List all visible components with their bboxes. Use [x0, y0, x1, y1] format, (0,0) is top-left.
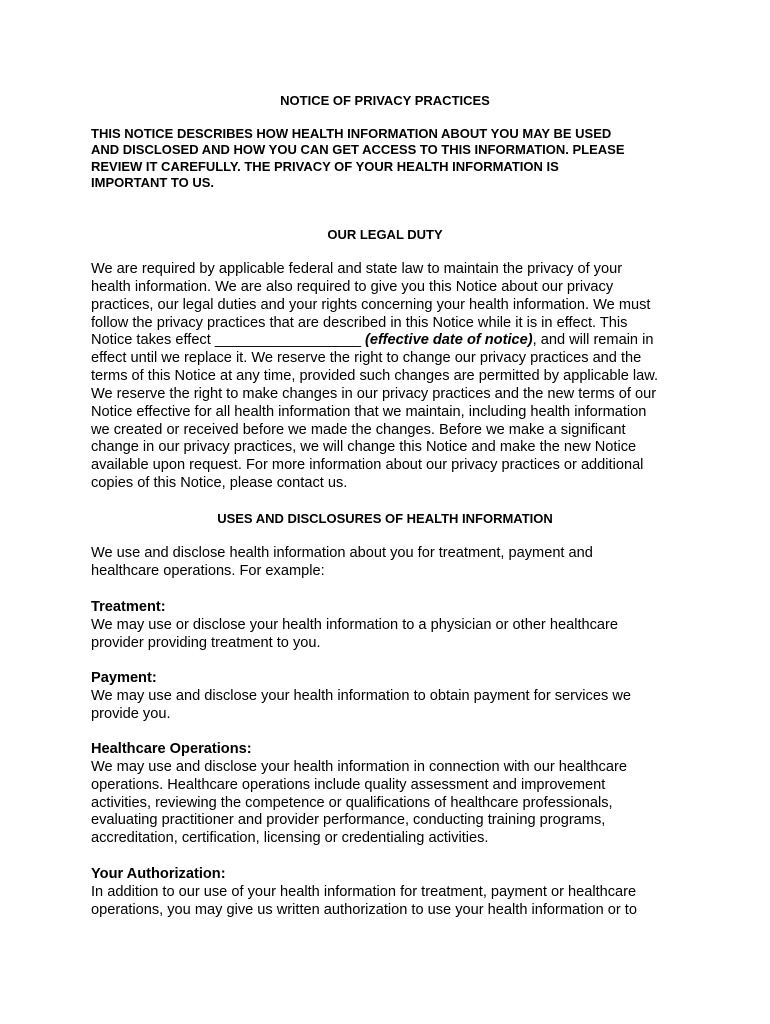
- healthcare-operations-section: [91, 741, 691, 848]
- paragraph-line: practices, our legal duties and your rights concerning your health information. We must: [91, 296, 651, 313]
- paragraph-line: accreditation, certification, licensing or credentialing activities.: [91, 830, 489, 847]
- paragraph-line: available upon request. For more information about our privacy practices or additional: [91, 457, 644, 474]
- paragraph-line: operations, you may give us written authorization to use your health information or to: [91, 901, 637, 918]
- payment-section: [91, 670, 691, 724]
- uses-disclosures-heading: USES AND DISCLOSURES OF HEALTH INFORMATION: [217, 511, 553, 526]
- paragraph-line: operations. Healthcare operations include quality assessment and improvement: [91, 776, 606, 793]
- effect-prefix: Notice takes effect: [91, 332, 215, 349]
- document-title: NOTICE OF PRIVACY PRACTICES: [280, 93, 490, 108]
- intro-line: IMPORTANT TO US.: [91, 175, 215, 191]
- paragraph-line: effect until we replace it. We reserve the right to change our privacy practices and the: [91, 350, 642, 367]
- paragraph-line: activities, reviewing the competence or qualifications of healthcare professionals,: [91, 794, 613, 811]
- paragraph-line: provider providing treatment to you.: [91, 634, 321, 651]
- paragraph-line: We use and disclose health information about you for treatment, payment and: [91, 545, 593, 561]
- paragraph-line: We reserve the right to make changes in our privacy practices and the new terms of our: [91, 385, 657, 402]
- paragraph-line: terms of this Notice at any time, provided such changes are permitted by applicable law.: [91, 368, 659, 385]
- payment-heading: Payment:: [91, 670, 157, 686]
- authorization-heading: Your Authorization:: [91, 866, 226, 882]
- paragraph-line: Notice effective for all health information that we maintain, including health information: [91, 403, 647, 420]
- intro-line: THIS NOTICE DESCRIBES HOW HEALTH INFORMATION ABOUT YOU MAY BE USED: [91, 126, 612, 141]
- legal-duty-heading: OUR LEGAL DUTY: [327, 227, 443, 242]
- intro-line: AND DISCLOSED AND HOW YOU CAN GET ACCESS TO THIS INFORMATION. PLEASE: [91, 142, 625, 158]
- paragraph-line: healthcare operations. For example:: [91, 562, 325, 579]
- paragraph-line: provide you.: [91, 705, 171, 722]
- legal-duty-paragraph: [91, 261, 691, 493]
- paragraph-line: We may use or disclose your health information to a physician or other healthcare: [91, 616, 618, 633]
- effective-date-label: (effective date of notice): [365, 332, 533, 349]
- treatment-heading: Treatment:: [91, 599, 166, 615]
- intro-notice: [91, 126, 691, 192]
- uses-paragraph: [91, 545, 691, 581]
- paragraph-line: health information. We are also required to give you this Notice about our privacy: [91, 278, 614, 295]
- paragraph-line: change in our privacy practices, we will change this Notice and make the new Notice: [91, 439, 637, 456]
- effect-suffix: , and will remain in: [532, 332, 654, 349]
- paragraph-line: we created or received before we made the changes. Before we make a significant: [91, 421, 626, 438]
- paragraph-line: In addition to our use of your health information for treatment, payment or healthcare: [91, 883, 637, 900]
- paragraph-line: follow the privacy practices that are described in this Notice while it is in effect. This: [91, 314, 628, 331]
- effective-date-blank: __________________: [214, 332, 361, 349]
- effective-date-line: [91, 332, 691, 350]
- intro-line: REVIEW IT CAREFULLY. THE PRIVACY OF YOUR HEALTH INFORMATION IS: [91, 158, 559, 174]
- paragraph-line: We are required by applicable federal and state law to maintain the privacy of your: [91, 261, 623, 277]
- authorization-section: [91, 866, 691, 920]
- paragraph-line: We may use and disclose your health information in connection with our healthcare: [91, 758, 627, 775]
- treatment-section: [91, 599, 691, 653]
- paragraph-line: We may use and disclose your health information to obtain payment for services we: [91, 687, 631, 704]
- paragraph-line: copies of this Notice, please contact us.: [91, 475, 348, 492]
- healthcare-operations-heading: Healthcare Operations:: [91, 741, 252, 757]
- paragraph-line: evaluating practitioner and provider performance, conducting training programs,: [91, 812, 606, 829]
